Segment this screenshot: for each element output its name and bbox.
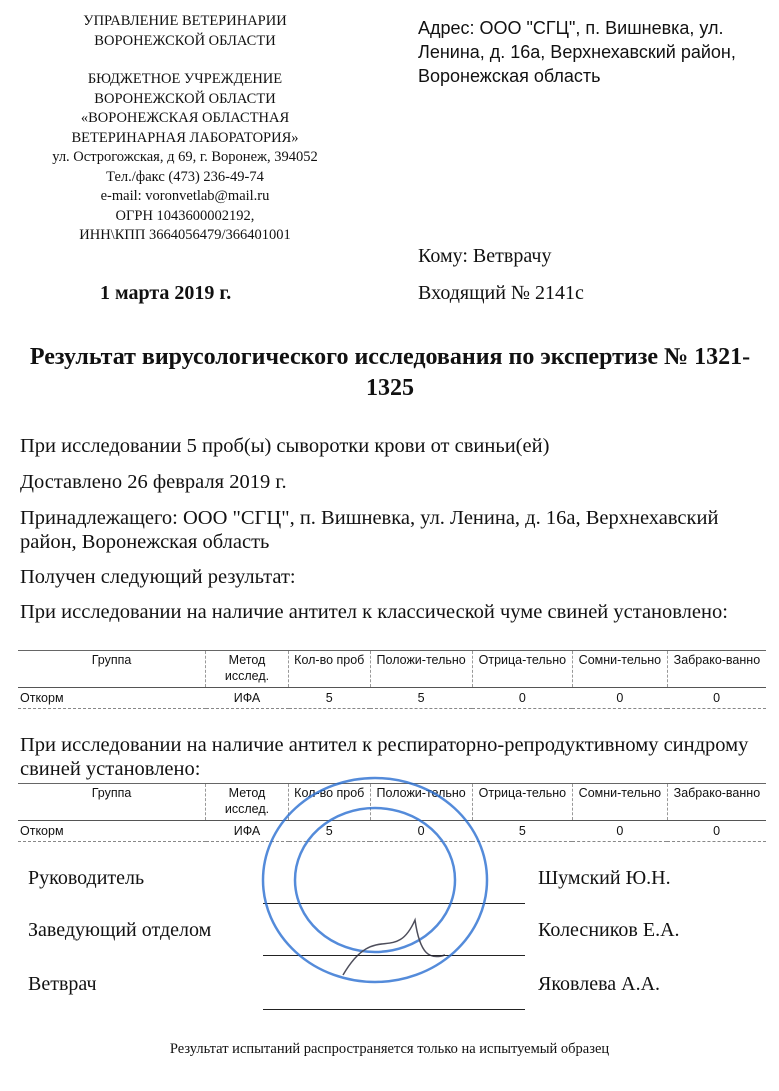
- footer-note: Результат испытаний распространяется только на испытуемый образец: [169, 1041, 610, 1057]
- cell-rejected: 0: [667, 688, 766, 709]
- delivered-text: Доставлено 26 февраля 2019 г.: [20, 471, 287, 493]
- result-text: Получен следующий результат:: [20, 566, 296, 588]
- header-line: ВЕТЕРИНАРНАЯ ЛАБОРАТОРИЯ»: [71, 129, 299, 146]
- document-date: 1 марта 2019 г.: [100, 282, 232, 304]
- col-negative: Отрица-тельно: [472, 651, 572, 688]
- signature-name: Шумский Ю.Н.: [538, 867, 671, 889]
- cell-count: 5: [289, 688, 371, 709]
- header-line: БЮДЖЕТНОЕ УЧРЕЖДЕНИЕ: [87, 71, 283, 87]
- signature-role: Заведующий отделом: [28, 919, 212, 941]
- header-line: ВОРОНЕЖСКОЙ ОБЛАСТИ: [94, 90, 276, 107]
- cell-method: ИФА: [206, 688, 289, 709]
- col-rejected: Забрако-ванно: [667, 651, 766, 688]
- signature-line: [263, 1009, 525, 1010]
- col-count: Кол-во проб: [289, 784, 371, 821]
- signature-scribble: [343, 920, 445, 975]
- header-line: ул. Острогожская, д 69, г. Воронеж, 394052: [52, 149, 318, 165]
- cell-doubtful: 0: [572, 821, 667, 842]
- study1-text: При исследовании на наличие антител к классической чуме свиней установлено:: [20, 601, 728, 623]
- signature-name: Яковлева А.А.: [538, 973, 661, 995]
- header-line: Тел./факс (473) 236-49-74: [106, 168, 264, 185]
- cell-group: Откорм: [18, 688, 206, 709]
- header-line: ОГРН 1043600002192,: [115, 207, 255, 224]
- cell-doubtful: 0: [572, 688, 667, 709]
- col-rejected: Забрако-ванно: [667, 784, 766, 821]
- cell-count: 5: [289, 821, 371, 842]
- document-title: Результат вирусологического исследования по экспертизе № 1321-1325: [29, 344, 751, 401]
- col-negative: Отрица-тельно: [472, 784, 572, 821]
- table-row: [18, 688, 766, 709]
- signature-name: Колесников Е.А.: [538, 919, 680, 941]
- cell-rejected: 0: [667, 821, 766, 842]
- header-line: «ВОРОНЕЖСКАЯ ОБЛАСТНАЯ: [80, 110, 290, 126]
- col-positive: Положи-тельно: [370, 651, 472, 688]
- signature-role: Ветврач: [28, 973, 97, 995]
- col-method: Метод исслед.: [206, 784, 289, 821]
- cell-negative: 5: [472, 821, 572, 842]
- col-count: Кол-во проб: [289, 651, 371, 688]
- col-method: Метод исслед.: [206, 651, 289, 688]
- signature-role: Руководитель: [28, 867, 145, 889]
- recipient-address: Адрес: ООО "СГЦ", п. Вишневка, ул. Ленина, д. 16а, Верхнехавский район, Воронежская область: [418, 18, 736, 86]
- header-line: УПРАВЛЕНИЕ ВЕТЕРИНАРИИ: [83, 13, 287, 29]
- col-group: Группа: [18, 651, 206, 688]
- header-line: ИНН\КПП 3664056479/366401001: [79, 227, 291, 243]
- study2-text: При исследовании на наличие антител к респираторно-репродуктивному синдрому свиней установлено:: [20, 734, 749, 780]
- incoming-number: Входящий № 2141с: [418, 282, 584, 304]
- lab-stamp: [255, 770, 495, 990]
- cell-positive: 0: [370, 821, 472, 842]
- col-doubtful: Сомни-тельно: [572, 651, 667, 688]
- cell-method: ИФА: [206, 821, 289, 842]
- results-table-1: [18, 650, 766, 709]
- owner-text: Принадлежащего: ООО "СГЦ", п. Вишневка, ул. Ленина, д. 16а, Верхнехавский район, Воронежская область: [20, 507, 719, 553]
- cell-positive: 5: [370, 688, 472, 709]
- samples-text: При исследовании 5 проб(ы) сыворотки крови от свиньи(ей): [20, 435, 550, 457]
- cell-group: Откорм: [18, 821, 206, 842]
- cell-negative: 0: [472, 688, 572, 709]
- header-line: e-mail: voronvetlab@mail.ru: [100, 188, 270, 204]
- col-doubtful: Сомни-тельно: [572, 784, 667, 821]
- recipient: Кому: Ветврачу: [418, 245, 552, 267]
- header-line: ВОРОНЕЖСКОЙ ОБЛАСТИ: [94, 32, 276, 49]
- col-group: Группа: [18, 784, 206, 821]
- lab-header: [20, 12, 350, 246]
- col-positive: Положи-тельно: [370, 784, 472, 821]
